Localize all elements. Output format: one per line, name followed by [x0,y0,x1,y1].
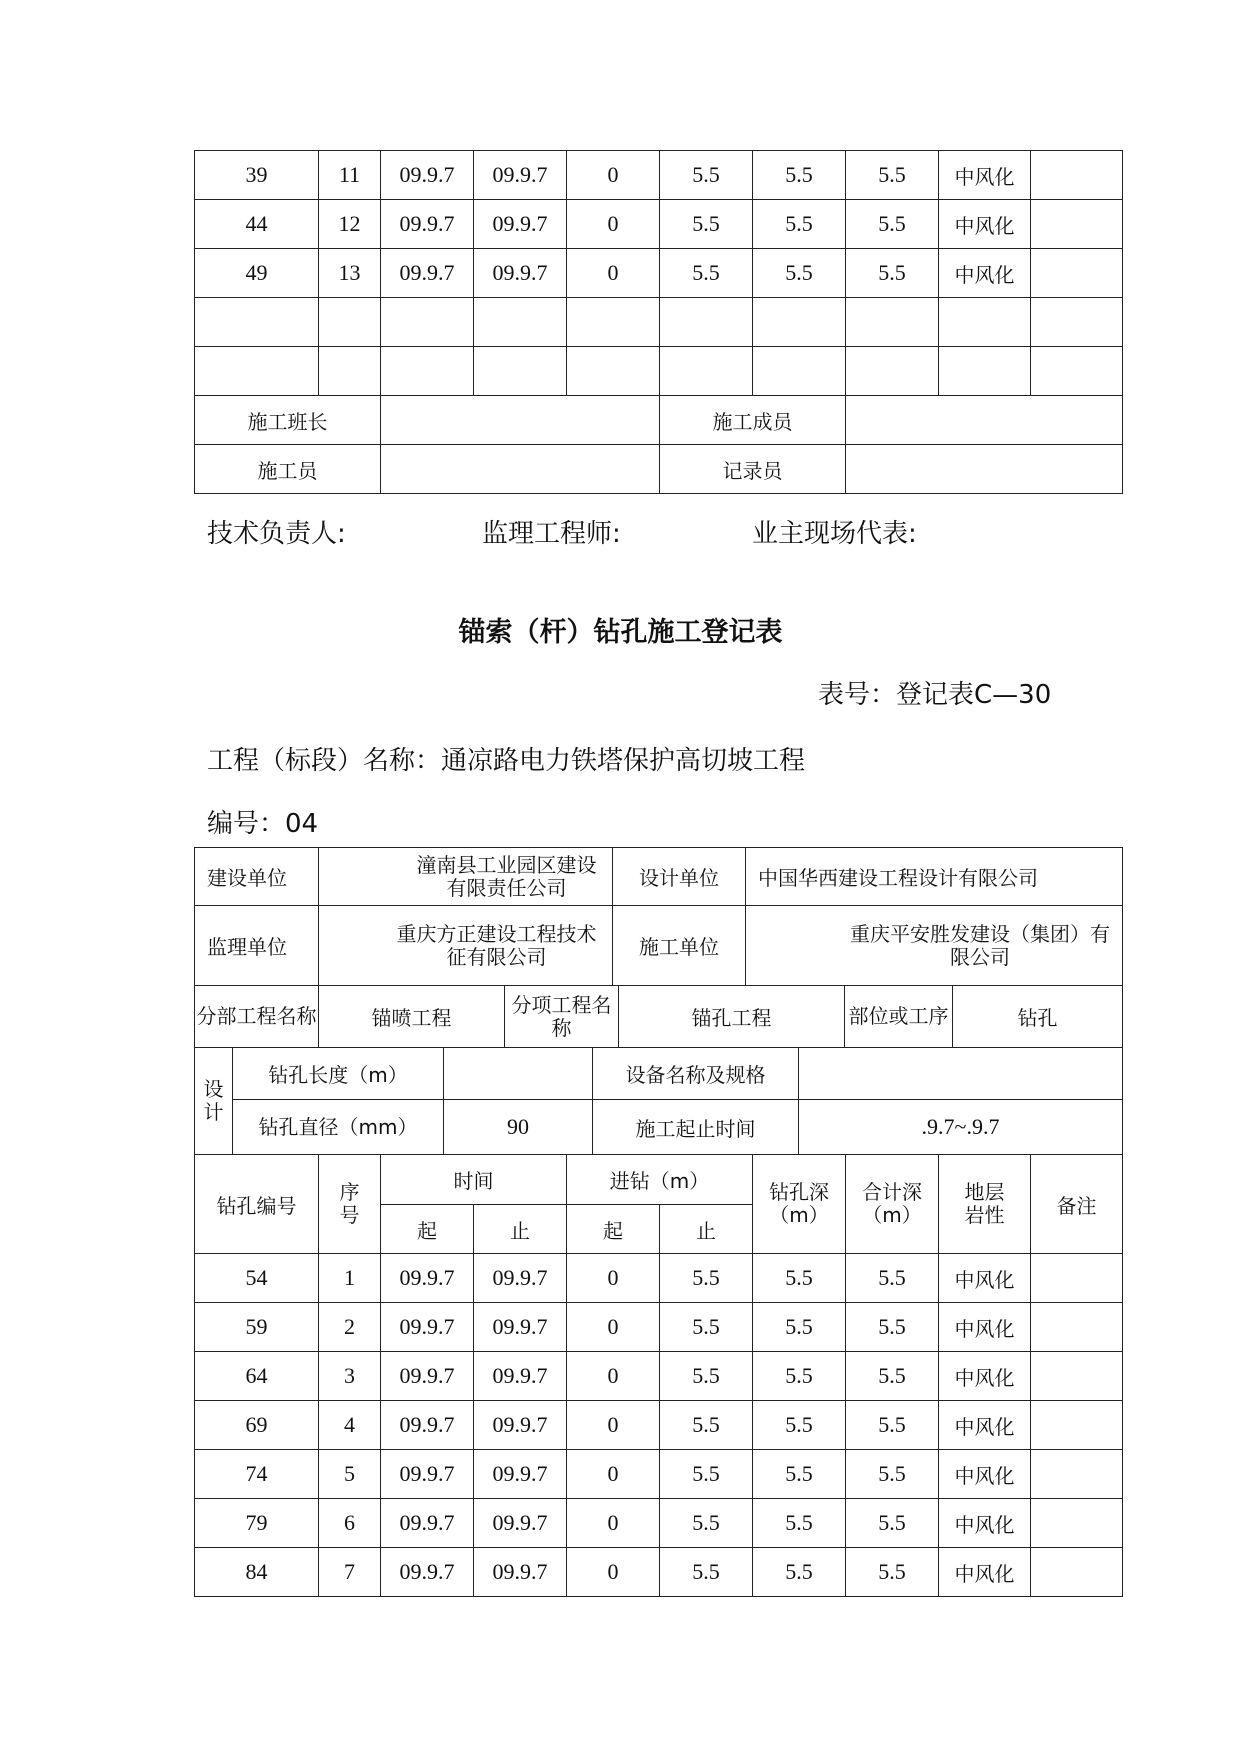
depth-cell: 5.5 [753,1499,846,1548]
recorder-label: 记录员 [660,445,846,494]
empty-cell [846,298,939,347]
depth-cell: 5.5 [753,1254,846,1303]
supervisor-row [195,906,1123,986]
advance-end-cell: 5.5 [660,1450,753,1499]
start-time-cell: 09.9.7 [381,1401,474,1450]
table-row [195,200,1123,249]
total-depth-cell: 5.5 [846,1450,939,1499]
table-row [195,151,1123,200]
hole-no-cell: 64 [195,1352,319,1401]
contractor-value [746,906,1123,986]
drill-table-header [195,1155,1123,1254]
part-label [845,986,953,1048]
worker-label: 施工员 [195,445,381,494]
end-time-cell: 09.9.7 [474,1450,567,1499]
equipment-label: 设备名称及规格 [593,1048,799,1100]
advance-start-cell: 0 [567,1303,660,1352]
stratum-header [939,1155,1031,1254]
seq-cell: 2 [319,1303,381,1352]
end-time-cell: 09.9.7 [474,1303,567,1352]
end-time-cell: 09.9.7 [474,1499,567,1548]
advance-header: 进钻（m） [567,1155,753,1205]
empty-cell [939,298,1031,347]
drill-table [194,1154,1123,1597]
end-time-cell: 09.9.7 [474,1254,567,1303]
advance-end-cell: 5.5 [660,1499,753,1548]
document-title: 锚索（杆）钻孔施工登记表 [458,617,783,648]
hole-no-cell: 54 [195,1254,319,1303]
info-table [194,847,1123,986]
parts-row [195,986,1123,1048]
empty-cell [567,298,660,347]
diameter-value: 90 [444,1100,593,1155]
design-label [195,1048,233,1155]
empty-row [195,347,1123,396]
total-depth-cell: 5.5 [846,1401,939,1450]
seq-cell: 7 [319,1548,381,1597]
advance-end-cell: 5.5 [660,1303,753,1352]
empty-cell [1031,298,1123,347]
design-body [195,1048,1123,1155]
time-end-header: 止 [474,1205,567,1254]
team-members-label: 施工成员 [660,396,846,445]
hole-no-cell: 74 [195,1450,319,1499]
stratum-cell: 中风化 [939,151,1031,200]
depth-cell: 5.5 [753,1401,846,1450]
start-time-cell: 09.9.7 [381,249,474,298]
supervisor-value-text: 重庆方正建设工程技术征有限公司 [396,921,597,969]
seq-header [319,1155,381,1254]
total-depth-cell: 5.5 [846,1548,939,1597]
table-row [195,1352,1123,1401]
designer-value: 中国华西建设工程设计有限公司 [746,848,1123,906]
depth-cell: 5.5 [753,1548,846,1597]
hole-no-cell: 39 [195,151,319,200]
form-number: 表号：登记表C—30 [818,680,1052,710]
design-table [194,1047,1123,1155]
empty-cell [474,347,567,396]
time-header: 时间 [381,1155,567,1205]
hole-no-cell: 59 [195,1303,319,1352]
team-row [195,396,1123,445]
part-value: 钻孔 [953,986,1123,1048]
advance-start-cell: 0 [567,249,660,298]
empty-cell [319,347,381,396]
total-depth-header [846,1155,939,1254]
stratum-cell: 中风化 [939,1401,1031,1450]
stratum-cell: 中风化 [939,200,1031,249]
depth-cell: 5.5 [753,151,846,200]
advance-end-cell: 5.5 [660,1352,753,1401]
team-leader-value [381,396,660,445]
advance-start-header: 起 [567,1205,660,1254]
total-depth-cell: 5.5 [846,200,939,249]
remark-cell [1031,249,1123,298]
drill-table-body [195,1254,1123,1597]
owner-rep-signature: 业主现场代表: [752,519,917,549]
seq-cell: 6 [319,1499,381,1548]
empty-cell [195,347,319,396]
advance-start-cell: 0 [567,151,660,200]
depth-header-text: 钻孔深（m） [769,1180,830,1227]
hole-no-cell: 79 [195,1499,319,1548]
table-row [195,249,1123,298]
remark-cell [1031,1401,1123,1450]
remark-cell [1031,1254,1123,1303]
advance-start-cell: 0 [567,1450,660,1499]
hole-no-cell: 69 [195,1401,319,1450]
start-time-cell: 09.9.7 [381,1303,474,1352]
length-value [444,1048,593,1100]
seq-header-text: 序号 [339,1180,360,1227]
table-row [195,1303,1123,1352]
time-start-header: 起 [381,1205,474,1254]
stratum-cell: 中风化 [939,249,1031,298]
remark-cell [1031,1548,1123,1597]
seq-cell: 5 [319,1450,381,1499]
empty-cell [567,347,660,396]
empty-row [195,298,1123,347]
design-row-length [195,1048,1123,1100]
stratum-cell: 中风化 [939,1499,1031,1548]
stratum-cell: 中风化 [939,1254,1031,1303]
header-row [195,1155,1123,1205]
project-parts-body [195,986,1123,1048]
advance-start-cell: 0 [567,1548,660,1597]
empty-cell [753,347,846,396]
empty-cell [474,298,567,347]
advance-end-cell: 5.5 [660,1254,753,1303]
equipment-value [799,1048,1123,1100]
total-depth-cell: 5.5 [846,1303,939,1352]
start-time-cell: 09.9.7 [381,1352,474,1401]
start-time-cell: 09.9.7 [381,200,474,249]
hole-no-cell: 44 [195,200,319,249]
tech-lead-signature: 技术负责人: [207,519,346,549]
supervisor-label: 监理单位 [195,906,319,986]
project-name: 工程（标段）名称：通凉路电力铁塔保护高切坡工程 [207,746,806,776]
empty-cell [660,347,753,396]
depth-cell: 5.5 [753,1352,846,1401]
advance-end-cell: 5.5 [660,1548,753,1597]
builder-label: 建设单位 [195,848,319,906]
depth-cell: 5.5 [753,249,846,298]
project-parts-table [194,985,1123,1048]
worker-row [195,445,1123,494]
advance-start-cell: 0 [567,1254,660,1303]
stratum-cell: 中风化 [939,1303,1031,1352]
table-row [195,1450,1123,1499]
remark-header: 备注 [1031,1155,1123,1254]
end-time-cell: 09.9.7 [474,200,567,249]
empty-cell [753,298,846,347]
diameter-label-text: 钻孔直径（mm） [258,1114,418,1139]
advance-start-cell: 0 [567,200,660,249]
seq-cell: 11 [319,151,381,200]
total-depth-cell: 5.5 [846,151,939,200]
supervisor-value [319,906,613,986]
design-label-text: 设计 [203,1077,224,1124]
subdivision-label-text: 分部工程名称 [196,1004,317,1028]
end-time-cell: 09.9.7 [474,249,567,298]
part-label-text: 部位或工序 [848,1004,949,1028]
item-label-text: 分项工程名称 [511,992,612,1040]
total-depth-cell: 5.5 [846,1352,939,1401]
remark-cell [1031,1499,1123,1548]
hole-no-cell: 84 [195,1548,319,1597]
period-label: 施工起止时间 [593,1100,799,1155]
empty-cell [939,347,1031,396]
seq-cell: 13 [319,249,381,298]
contractor-label: 施工单位 [613,906,746,986]
design-row-diameter [195,1100,1123,1155]
end-time-cell: 09.9.7 [474,1401,567,1450]
diameter-label [233,1100,444,1155]
subdivision-label [195,986,319,1048]
advance-end-header: 止 [660,1205,753,1254]
depth-cell: 5.5 [753,1450,846,1499]
start-time-cell: 09.9.7 [381,1450,474,1499]
depth-cell: 5.5 [753,200,846,249]
seq-cell: 1 [319,1254,381,1303]
empty-cell [381,347,474,396]
advance-end-cell: 5.5 [660,200,753,249]
total-depth-cell: 5.5 [846,1254,939,1303]
empty-cell [319,298,381,347]
table-row [195,1254,1123,1303]
hole-no-cell: 49 [195,249,319,298]
end-time-cell: 09.9.7 [474,1352,567,1401]
end-time-cell: 09.9.7 [474,1548,567,1597]
start-time-cell: 09.9.7 [381,1254,474,1303]
start-time-cell: 09.9.7 [381,1548,474,1597]
seq-cell: 3 [319,1352,381,1401]
stratum-cell: 中风化 [939,1352,1031,1401]
remark-cell [1031,1450,1123,1499]
top-table [194,150,1123,494]
start-time-cell: 09.9.7 [381,151,474,200]
contractor-value-text: 重庆平安胜发建设（集团）有限公司 [850,921,1110,969]
remark-cell [1031,1303,1123,1352]
total-depth-header-text: 合计深（m） [862,1180,923,1227]
empty-cell [195,298,319,347]
advance-start-cell: 0 [567,1401,660,1450]
length-label: 钻孔长度（m） [233,1048,444,1100]
empty-cell [660,298,753,347]
table-row [195,1499,1123,1548]
advance-start-cell: 0 [567,1499,660,1548]
table-row [195,1401,1123,1450]
info-table-body [195,848,1123,986]
team-leader-label: 施工班长 [195,396,381,445]
advance-start-cell: 0 [567,1352,660,1401]
item-value: 锚孔工程 [619,986,845,1048]
empty-cell [1031,347,1123,396]
top-table-body [195,151,1123,494]
serial-number: 编号：04 [207,809,319,839]
total-depth-cell: 5.5 [846,1499,939,1548]
empty-cell [381,298,474,347]
remark-cell [1031,151,1123,200]
remark-cell [1031,1352,1123,1401]
remark-cell [1031,200,1123,249]
item-label [505,986,619,1048]
stratum-cell: 中风化 [939,1450,1031,1499]
builder-row [195,848,1123,906]
recorder-value [846,445,1123,494]
team-members-value [846,396,1123,445]
builder-value-text: 潼南县工业园区建设有限责任公司 [416,852,597,900]
stratum-header-text: 地层岩性 [964,1180,1005,1227]
end-time-cell: 09.9.7 [474,151,567,200]
hole-no-header: 钻孔编号 [195,1155,319,1254]
start-time-cell: 09.9.7 [381,1499,474,1548]
seq-cell: 12 [319,200,381,249]
advance-end-cell: 5.5 [660,1401,753,1450]
period-value: .9.7~.9.7 [799,1100,1123,1155]
advance-end-cell: 5.5 [660,151,753,200]
stratum-cell: 中风化 [939,1548,1031,1597]
worker-value [381,445,660,494]
depth-cell: 5.5 [753,1303,846,1352]
designer-label: 设计单位 [613,848,746,906]
empty-cell [846,347,939,396]
seq-cell: 4 [319,1401,381,1450]
total-depth-cell: 5.5 [846,249,939,298]
table-row [195,1548,1123,1597]
subdivision-value: 锚喷工程 [319,986,505,1048]
advance-end-cell: 5.5 [660,249,753,298]
builder-value [319,848,613,906]
depth-header [753,1155,846,1254]
supervisor-signature: 监理工程师: [482,519,621,549]
